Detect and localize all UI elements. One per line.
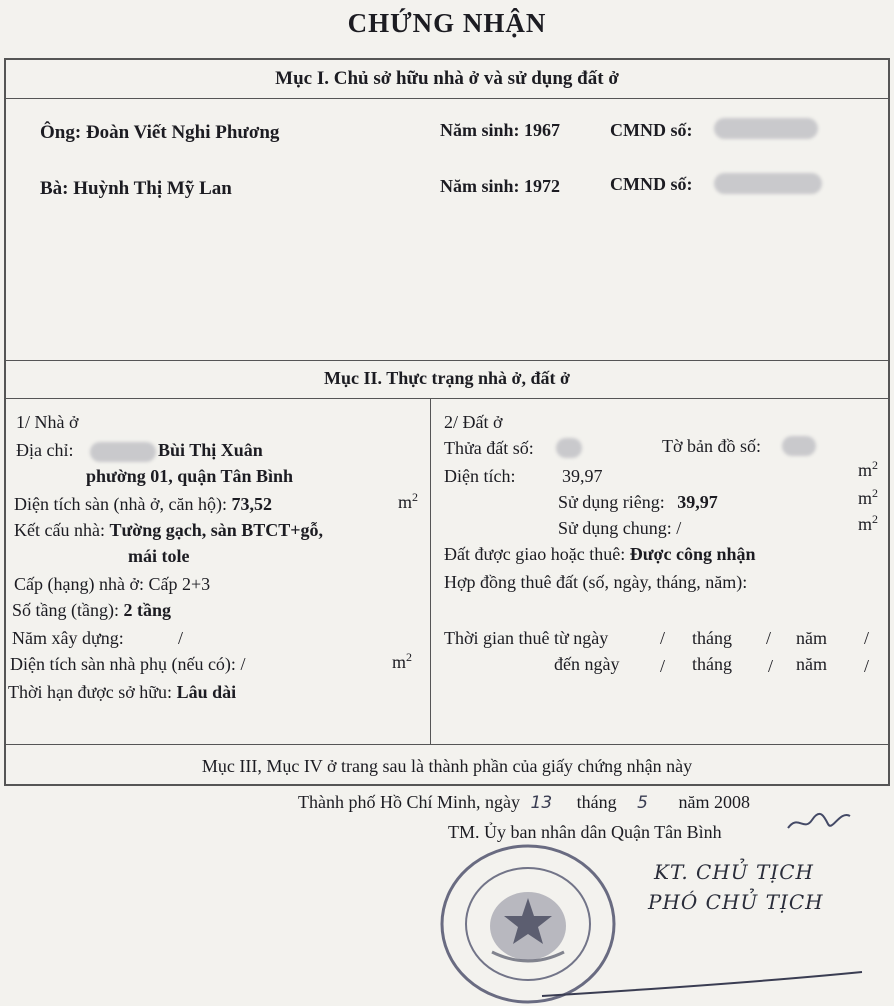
place-date bbox=[298, 792, 750, 813]
floors bbox=[12, 600, 171, 621]
owner2 bbox=[40, 178, 232, 200]
year-label: năm bbox=[796, 654, 827, 674]
slash: / bbox=[660, 656, 666, 676]
floors-value: 2 tầng bbox=[123, 600, 171, 620]
floors-label: Số tầng (tầng): bbox=[12, 600, 119, 620]
redacted-id bbox=[714, 118, 818, 139]
redacted-plot bbox=[556, 438, 582, 458]
structure-value-2: mái tole bbox=[128, 546, 190, 566]
owner2-birth-label: Năm sinh: bbox=[440, 176, 520, 196]
divider bbox=[6, 398, 888, 399]
divider bbox=[6, 98, 888, 99]
area-label: Diện tích: bbox=[444, 466, 516, 486]
aux-area-label: Diện tích sàn nhà phụ (nếu có): bbox=[10, 654, 236, 674]
structure bbox=[14, 520, 323, 541]
date-month-label: tháng bbox=[576, 792, 617, 812]
floor-area-value: 73,52 bbox=[231, 494, 272, 514]
slash: / bbox=[768, 656, 774, 676]
floor-area-label: Diện tích sàn (nhà ở, căn hộ): bbox=[14, 494, 227, 514]
section1-heading: Mục I. Chủ sở hữu nhà ở và sử dụng đất ở bbox=[275, 68, 619, 89]
area-unit: $m^2$ bbox=[858, 458, 879, 480]
ownership bbox=[8, 682, 236, 703]
owner1-birth bbox=[440, 120, 560, 141]
ownership-value: Lâu dài bbox=[176, 682, 237, 702]
grade-value: Cấp 2+3 bbox=[148, 574, 211, 594]
slash: / bbox=[864, 656, 870, 676]
ownership-label: Thời hạn được sở hữu: bbox=[8, 682, 173, 702]
lease-contract-label: Hợp đồng thuê đất (số, ngày, tháng, năm): bbox=[444, 572, 748, 592]
floor-area bbox=[14, 494, 272, 515]
year-built-label: Năm xây dựng: bbox=[12, 628, 124, 648]
grant-value: Được công nhận bbox=[629, 544, 756, 564]
date-year: năm 2008 bbox=[678, 792, 750, 812]
signature-line bbox=[540, 960, 870, 1000]
date-month: 5 bbox=[637, 793, 648, 813]
signer-title-1: KT. CHỦ TỊCH bbox=[654, 860, 814, 884]
divider bbox=[6, 744, 888, 745]
shared-value: / bbox=[676, 518, 682, 538]
land-heading: 2/ Đất ở bbox=[444, 412, 503, 432]
plot-label: Thửa đất số: bbox=[444, 438, 534, 458]
aux-area-value: / bbox=[240, 654, 246, 674]
aux-area bbox=[10, 654, 245, 675]
section3-note: Mục III, Mục IV ở trang sau là thành phần của giấy chứng nhận này bbox=[201, 756, 693, 776]
owner1-name: Đoàn Viết Nghi Phương bbox=[85, 122, 280, 143]
divider bbox=[6, 360, 888, 361]
owner1-birth-label: Năm sinh: bbox=[440, 120, 520, 140]
signer-title-2: PHÓ CHỦ TỊCH bbox=[648, 890, 824, 914]
grade-label: Cấp (hạng) nhà ở: bbox=[14, 574, 144, 594]
owner1-birth-year: 1967 bbox=[524, 120, 561, 140]
private-label: Sử dụng riêng: bbox=[558, 492, 665, 512]
owner2-birth bbox=[440, 176, 560, 197]
section2-heading: Mục II. Thực trạng nhà ở, đất ở bbox=[324, 368, 570, 388]
grant bbox=[444, 544, 756, 565]
lease-to-label: đến ngày bbox=[554, 654, 620, 674]
private-use bbox=[558, 492, 718, 513]
address-street: Bùi Thị Xuân bbox=[158, 440, 263, 460]
month-label: tháng bbox=[692, 628, 732, 648]
shared-unit: $m^2$ bbox=[858, 512, 879, 534]
place-date-prefix: Thành phố Hồ Chí Minh, ngày bbox=[298, 792, 520, 812]
house-heading: 1/ Nhà ở bbox=[16, 412, 79, 432]
year-label: năm bbox=[796, 628, 827, 648]
owner2-label: Bà: bbox=[40, 178, 69, 199]
certificate-table bbox=[4, 58, 890, 786]
lease-from-label: Thời gian thuê từ ngày bbox=[444, 628, 609, 648]
owner2-id-label: CMND số: bbox=[610, 174, 693, 194]
slash: / bbox=[660, 628, 666, 648]
private-unit: $m^2$ bbox=[858, 486, 879, 508]
signature-mark bbox=[784, 806, 854, 838]
document-title: CHỨNG NHẬN bbox=[347, 8, 547, 38]
column-divider bbox=[430, 398, 431, 744]
slash: / bbox=[766, 628, 772, 648]
owner1-id-label: CMND số: bbox=[610, 120, 693, 140]
owner2-birth-year: 1972 bbox=[524, 176, 561, 196]
area-value: 39,97 bbox=[562, 466, 603, 486]
redacted-map bbox=[782, 436, 816, 456]
owner1 bbox=[40, 122, 279, 144]
owner2-name: Huỳnh Thị Mỹ Lan bbox=[73, 178, 232, 199]
private-value: 39,97 bbox=[677, 492, 718, 512]
slash: / bbox=[864, 628, 870, 648]
address-label: Địa chỉ: bbox=[16, 440, 74, 460]
year-built-value: / bbox=[178, 628, 184, 648]
structure-label: Kết cấu nhà: bbox=[14, 520, 105, 540]
date-day: 13 bbox=[530, 793, 553, 813]
grade bbox=[14, 574, 210, 595]
month-label: tháng bbox=[692, 654, 732, 674]
shared-label: Sử dụng chung: bbox=[558, 518, 672, 538]
owner1-label: Ông: bbox=[40, 122, 82, 143]
redacted-id bbox=[714, 173, 822, 194]
grant-label: Đất được giao hoặc thuê: bbox=[444, 544, 626, 564]
structure-value: Tường gạch, sàn BTCT+gỗ, bbox=[109, 520, 324, 540]
aux-area-unit: $m^2$ bbox=[392, 650, 413, 672]
floor-area-unit: $m^2$ bbox=[398, 490, 419, 512]
authority: TM. Ủy ban nhân dân Quận Tân Bình bbox=[448, 822, 722, 842]
redacted-house-number bbox=[90, 442, 156, 462]
shared-use bbox=[558, 518, 681, 539]
map-label: Tờ bản đồ số: bbox=[662, 436, 762, 456]
address-ward: phường 01, quận Tân Bình bbox=[86, 466, 294, 486]
